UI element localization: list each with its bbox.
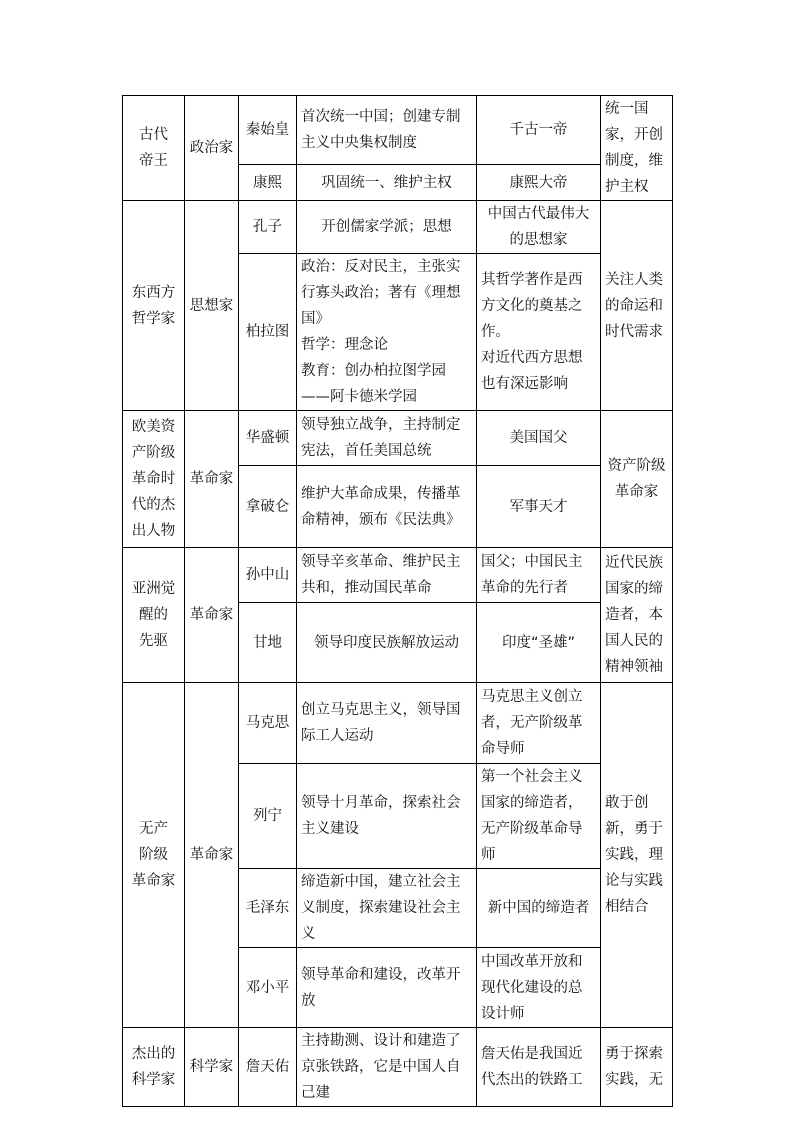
evaluation-cell: 中国改革开放和现代化建设的总设计师: [477, 948, 601, 1028]
table-row: [123, 411, 673, 466]
deeds-cell: 开创儒家学派；思想: [297, 201, 477, 254]
category-cell: 无产 阶级 革命家: [123, 683, 185, 1028]
evaluation-cell: 国父；中国民主革命的先行者: [477, 548, 601, 603]
common-trait-cell: 勇于探索实践，无: [601, 1028, 673, 1107]
person-cell: 邓小平: [239, 948, 297, 1028]
deeds-cell: 政治：反对民主，主张实行寡头政治；著有《理想国》 哲学：理念论 教育：创办柏拉图学园 ——阿卡德米学园: [297, 254, 477, 411]
person-cell: 秦始皇: [239, 96, 297, 165]
deeds-cell: 首次统一中国；创建专制主义中央集权制度: [297, 96, 477, 165]
person-cell: 孔子: [239, 201, 297, 254]
person-cell: 拿破仑: [239, 466, 297, 548]
role-cell: 革命家: [185, 683, 239, 1028]
evaluation-cell: 军事天才: [477, 466, 601, 548]
historical-figures-table: [122, 95, 673, 1107]
evaluation-cell: 新中国的缔造者: [477, 869, 601, 948]
common-trait-cell: 敢于创新，勇于实践，理论与实践相结合: [601, 683, 673, 1028]
deeds-cell: 领导辛亥革命、维护民主共和，推动国民革命: [297, 548, 477, 603]
evaluation-cell: 美国国父: [477, 411, 601, 466]
person-cell: 甘地: [239, 603, 297, 683]
deeds-cell: 领导十月革命，探索社会主义建设: [297, 764, 477, 869]
deeds-cell: 巩固统一、维护主权: [297, 165, 477, 201]
person-cell: 康熙: [239, 165, 297, 201]
evaluation-cell: 千古一帝: [477, 96, 601, 165]
person-cell: 马克思: [239, 683, 297, 764]
deeds-cell: 领导独立战争，主持制定宪法，首任美国总统: [297, 411, 477, 466]
table-row: [123, 683, 673, 764]
common-trait-cell: 统一国家，开创制度，维护主权: [601, 96, 673, 201]
person-cell: 柏拉图: [239, 254, 297, 411]
table-row: [123, 96, 673, 165]
table-row: [123, 201, 673, 254]
person-cell: 列宁: [239, 764, 297, 869]
deeds-cell: 缔造新中国，建立社会主义制度，探索建设社会主义: [297, 869, 477, 948]
person-cell: 詹天佑: [239, 1028, 297, 1107]
category-cell: 杰出的 科学家: [123, 1028, 185, 1107]
evaluation-cell: 康熙大帝: [477, 165, 601, 201]
role-cell: 思想家: [185, 201, 239, 411]
category-cell: 东西方 哲学家: [123, 201, 185, 411]
evaluation-cell: 马克思主义创立者，无产阶级革命导师: [477, 683, 601, 764]
evaluation-cell: 印度“圣雄”: [477, 603, 601, 683]
category-cell: 欧美资产阶级革命时代的杰出人物: [123, 411, 185, 548]
role-cell: 革命家: [185, 548, 239, 683]
role-cell: 革命家: [185, 411, 239, 548]
role-cell: 政治家: [185, 96, 239, 201]
deeds-cell: 创立马克思主义，领导国际工人运动: [297, 683, 477, 764]
deeds-cell: 领导革命和建设，改革开放: [297, 948, 477, 1028]
deeds-cell: 主持勘测、设计和建造了京张铁路，它是中国人自己建: [297, 1028, 477, 1107]
evaluation-cell: 詹天佑是我国近代杰出的铁路工: [477, 1028, 601, 1107]
deeds-cell: 领导印度民族解放运动: [297, 603, 477, 683]
common-trait-cell: 关注人类的命运和时代需求: [601, 201, 673, 411]
role-cell: 科学家: [185, 1028, 239, 1107]
table-row: [123, 548, 673, 603]
person-cell: 孙中山: [239, 548, 297, 603]
common-trait-cell: 近代民族国家的缔造者，本国人民的精神领袖: [601, 548, 673, 683]
deeds-cell: 维护大革命成果，传播革命精神，颁布《民法典》: [297, 466, 477, 548]
person-cell: 华盛顿: [239, 411, 297, 466]
evaluation-cell: 其哲学著作是西方文化的奠基之作。 对近代西方思想也有深远影响: [477, 254, 601, 411]
table-row: [123, 1028, 673, 1107]
category-cell: 古代 帝王: [123, 96, 185, 201]
evaluation-cell: 第一个社会主义国家的缔造者，无产阶级革命导师: [477, 764, 601, 869]
evaluation-cell: 中国古代最伟大的思想家: [477, 201, 601, 254]
common-trait-cell: 资产阶级 革命家: [601, 411, 673, 548]
category-cell: 亚洲觉醒的 先驱: [123, 548, 185, 683]
person-cell: 毛泽东: [239, 869, 297, 948]
